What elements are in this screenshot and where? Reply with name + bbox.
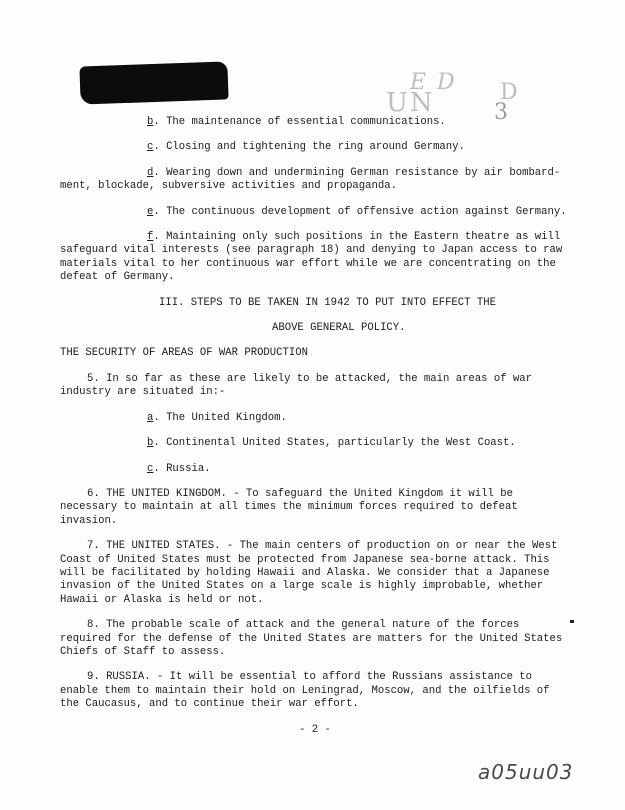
paragraph-7: 7. THE UNITED STATES. - The main centers of production on or near the West Coast of United States must be protected from Japanese sea-borne attack. This will be facilitated by holding Hawaii and Alaska. We consider that a Japanese invasion of the United States on a large scale is highly improbable, whether Hawaii or Alaska is held or not.: [60, 540, 558, 606]
paragraph-6: 6. THE UNITED KINGDOM. - To safeguard the United Kingdom it will be necessary to maintain at all times the minimum forces required to defeat invasion.: [60, 487, 518, 527]
list-item-d: d. Wearing down and undermining German resistance by air bombard-: [147, 166, 561, 179]
stamp-text-2: UN: [386, 88, 435, 118]
paragraph-9: 9. RUSSIA. - It will be essential to afford the Russians assistance to enable them to maintain their hold on Leningrad, Moscow, and the oilfields of the Caucasus, and to continue their war effort.: [60, 671, 550, 711]
list-item-e: e. The continuous development of offensive action against Germany.: [147, 205, 567, 218]
page-number: - 2 -: [299, 723, 331, 736]
redaction-block: [79, 61, 228, 104]
list-item-f-continued: safeguard vital interests (see paragraph 18) and denying to Japan access to raw materials vital to her continuous war effort while we are concentrating on the defeat of Germany.: [60, 244, 563, 284]
list-item-b: b. The maintenance of essential communications.: [147, 116, 446, 128]
handwritten-note: a05uu03: [478, 760, 574, 784]
subheading: THE SECURITY OF AREAS OF WAR PRODUCTION: [60, 347, 308, 360]
list-item-f: f. Maintaining only such positions in the Eastern theatre as will: [147, 231, 561, 244]
section-heading-line-1: III. STEPS TO BE TAKEN IN 1942 TO PUT INTO EFFECT THE: [159, 296, 496, 309]
list-item-d-continued: ment, blockade, subversive activities and propaganda.: [60, 180, 397, 193]
para5-item-c: c. Russia.: [147, 462, 211, 475]
stamp-text-4: 3: [494, 100, 510, 125]
list-item-c: c. Closing and tightening the ring around Germany.: [147, 141, 465, 154]
document-body: [60, 116, 570, 737]
stamp-text-1: E D: [410, 70, 457, 95]
paragraph-5: 5. In so far as these are likely to be attacked, the main areas of war industry are situated in:-: [60, 372, 533, 399]
para5-item-a: a. The United Kingdom.: [147, 411, 287, 424]
ink-mark: [570, 620, 574, 623]
paragraph-8: 8. The probable scale of attack and the general nature of the forces required for the defense of the United States are matters for the United States Chiefs of Staff to assess.: [60, 619, 563, 658]
para5-item-b: b. Continental United States, particularly the West Coast.: [147, 437, 516, 450]
stamp-text-3: D: [500, 80, 520, 105]
section-heading-line-2: ABOVE GENERAL POLICY.: [272, 322, 406, 335]
